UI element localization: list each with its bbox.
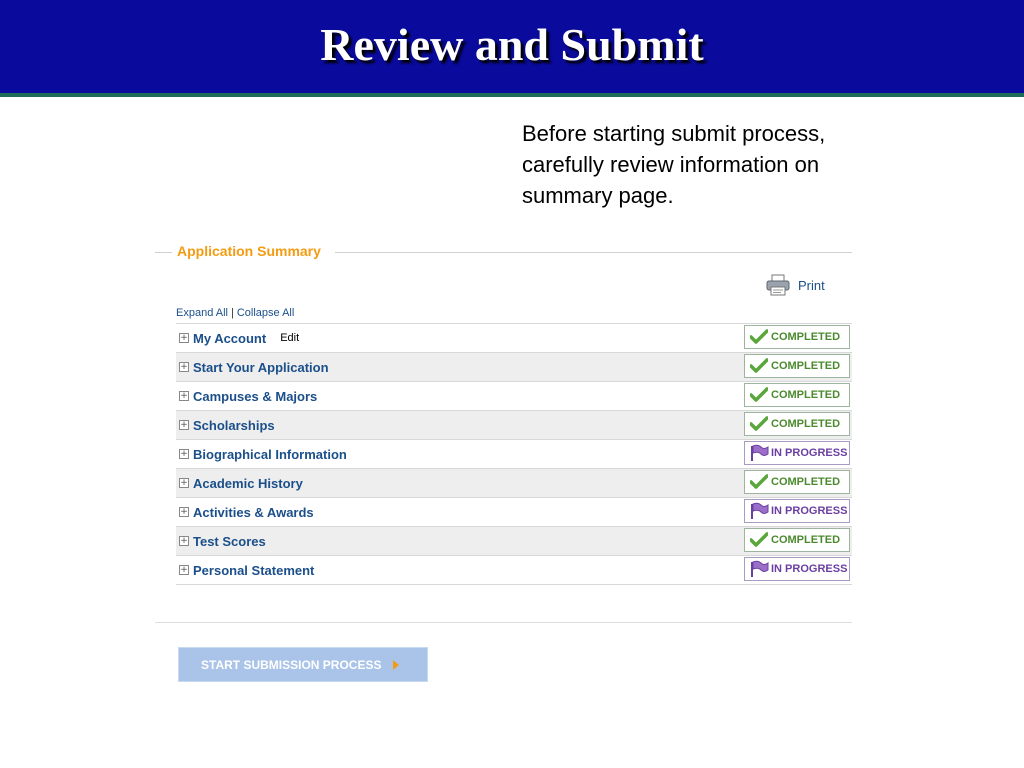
expand-toggle-icon[interactable]: + [180,420,188,430]
print-label: Print [798,277,825,293]
expand-toggle-icon[interactable]: + [180,391,188,401]
status-text: IN PROGRESS [771,563,848,575]
title-rule [0,93,1024,97]
status-text: COMPLETED [771,476,841,488]
check-icon [749,328,769,346]
section-divider-right [335,252,852,253]
expand-toggle-icon[interactable]: + [180,333,188,343]
row-label-start-application[interactable]: Start Your Application [193,359,329,375]
start-submission-label: START SUBMISSION PROCESS [201,657,382,672]
status-text: COMPLETED [771,360,841,372]
expand-collapse-controls [176,307,294,319]
check-icon [749,357,769,375]
summary-row-activities-awards [176,497,852,526]
check-icon [749,386,769,404]
start-submission-button[interactable] [178,647,428,682]
row-label-campuses-majors[interactable]: Campuses & Majors [193,388,318,404]
row-label-biographical-information[interactable]: Biographical Information [193,446,347,462]
summary-row-campuses-majors [176,381,852,410]
row-label-academic-history[interactable]: Academic History [193,475,303,491]
expand-all-link[interactable]: Expand All [176,307,228,319]
flag-icon [749,560,769,578]
status-badge [744,499,850,523]
check-icon [749,531,769,549]
expand-toggle-icon[interactable]: + [180,362,188,372]
summary-row-test-scores [176,526,852,555]
row-label-scholarships[interactable]: Scholarships [193,417,275,433]
printer-icon [766,274,790,296]
row-label-activities-awards[interactable]: Activities & Awards [193,504,314,520]
status-badge [744,557,850,581]
summary-row-my-account [176,323,852,352]
expand-toggle-icon[interactable]: + [180,449,188,459]
expand-separator: | [230,307,234,319]
expand-toggle-icon[interactable]: + [180,565,188,575]
status-badge [744,325,850,349]
status-badge [744,470,850,494]
summary-row-start-application [176,352,852,381]
section-title: Application Summary [172,243,326,259]
status-badge [744,412,850,436]
expand-toggle-icon[interactable]: + [180,536,188,546]
row-label-my-account[interactable]: My Account [193,330,267,346]
check-icon [749,415,769,433]
collapse-all-link[interactable]: Collapse All [236,307,295,319]
summary-list [176,323,852,585]
status-text: IN PROGRESS [771,505,848,517]
summary-row-academic-history [176,468,852,497]
row-label-personal-statement[interactable]: Personal Statement [193,562,315,578]
expand-toggle-icon[interactable]: + [180,478,188,488]
flag-icon [749,444,769,462]
flag-icon [749,502,769,520]
status-badge [744,354,850,378]
slide-title: Review and Submit [320,19,704,70]
edit-link[interactable]: Edit [280,332,300,344]
status-badge [744,528,850,552]
status-text: COMPLETED [771,534,841,546]
summary-row-scholarships [176,410,852,439]
check-icon [749,473,769,491]
bottom-divider [155,622,852,623]
status-text: IN PROGRESS [771,447,848,459]
arrow-right-icon [393,660,399,670]
print-button[interactable] [766,274,825,296]
status-badge [744,441,850,465]
status-text: COMPLETED [771,331,841,343]
intro-text: Before starting submit process, carefully review information on summary page. [522,121,826,208]
status-text: COMPLETED [771,389,841,401]
status-badge [744,383,850,407]
expand-toggle-icon[interactable]: + [180,507,188,517]
status-text: COMPLETED [771,418,841,430]
row-label-test-scores[interactable]: Test Scores [193,533,266,549]
summary-row-personal-statement [176,555,852,585]
summary-row-biographical-information [176,439,852,468]
